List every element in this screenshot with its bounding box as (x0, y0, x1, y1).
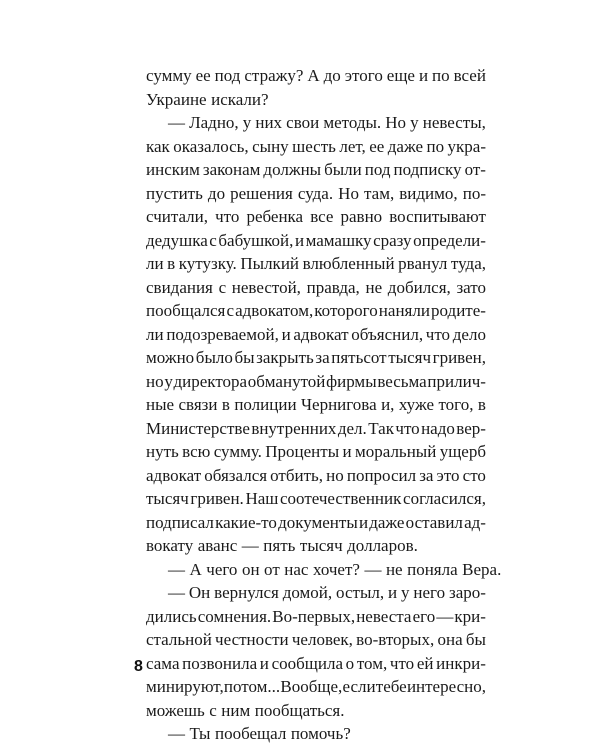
word: закрыть (256, 348, 314, 367)
word: долларов. (347, 536, 418, 555)
word: что (389, 653, 415, 673)
word: сумму (146, 66, 192, 85)
word: Так (368, 418, 394, 438)
word: в (167, 254, 176, 273)
text-line (146, 346, 486, 370)
word: лет, (339, 136, 366, 156)
word: она (437, 630, 463, 649)
word: и (342, 442, 352, 461)
text-line (146, 370, 486, 394)
word: Ладно, (189, 113, 239, 132)
word: если (342, 677, 376, 696)
word: законам (202, 160, 261, 179)
word: тебе (375, 677, 407, 696)
word: ее (369, 136, 385, 156)
word: можешь (146, 700, 205, 720)
word: невесты, (422, 113, 486, 132)
word: интересно, (406, 677, 486, 696)
word: которого (314, 301, 378, 320)
word: адвокат (293, 324, 349, 344)
word: в (477, 395, 486, 414)
word: дедушка (146, 230, 208, 250)
word: Вообще, (280, 677, 343, 696)
word: внутренних (251, 418, 337, 438)
word: дились (146, 606, 197, 626)
word: мамашку (305, 230, 372, 250)
word: было (195, 348, 233, 367)
word: с (209, 230, 217, 250)
word: обязался (204, 465, 268, 485)
word: но (146, 371, 164, 391)
word: но (326, 465, 344, 485)
word: адвокат (146, 465, 202, 485)
word: вокату (146, 536, 194, 555)
word: определи- (413, 230, 486, 250)
word: Но (385, 113, 407, 132)
word: тысяч (146, 489, 189, 508)
word: них (255, 113, 283, 132)
word: прилич- (427, 371, 486, 391)
word: весьма (377, 371, 427, 391)
text-line (146, 135, 486, 159)
word: бы (234, 348, 255, 367)
word: сумму. (213, 442, 262, 461)
word: — (168, 724, 185, 743)
word: не (365, 277, 383, 297)
word: обманутой (247, 371, 326, 391)
word: надо (421, 418, 455, 438)
word: связи (178, 395, 218, 414)
word: от- (464, 160, 486, 179)
text-line (146, 182, 486, 206)
word: объяснил, (351, 324, 424, 344)
word: кри- (454, 606, 486, 626)
word: всю (182, 442, 211, 461)
word: вернулся (214, 583, 279, 602)
word: пообщаться. (254, 700, 345, 720)
text-line (146, 581, 486, 605)
word: это (436, 465, 460, 485)
word: за (315, 348, 330, 367)
word: до (323, 66, 341, 85)
word: равно (340, 207, 383, 226)
word: Проценты (265, 442, 340, 461)
word: влюбленный (302, 254, 395, 273)
word: решения (230, 183, 293, 203)
word: честности (215, 630, 289, 649)
word: под (214, 66, 241, 85)
word: документы (278, 512, 358, 532)
word: Министерстве (146, 418, 250, 438)
word: — (241, 536, 259, 555)
word: бы (465, 630, 486, 649)
word: сразу (373, 230, 412, 250)
word: тысяч (299, 536, 343, 555)
word: заро- (448, 583, 486, 602)
word: его (412, 606, 436, 626)
word: от (264, 559, 280, 579)
text-line (146, 205, 486, 229)
word: и (294, 230, 305, 250)
text-line (146, 534, 486, 558)
word: считали, (146, 207, 209, 226)
word: сыну (252, 136, 289, 156)
word: — (436, 606, 454, 626)
word: правда, (306, 277, 360, 297)
word: невеста (356, 606, 412, 626)
word: оказалось, (173, 136, 249, 156)
word: пять (263, 536, 296, 555)
word: стальной (146, 630, 212, 649)
word: как (146, 136, 170, 156)
word: воспитывают (389, 207, 486, 226)
word: того, (438, 395, 474, 414)
word: А (307, 66, 320, 85)
word: по (426, 136, 445, 156)
word: аванс (197, 536, 238, 555)
body-text (146, 64, 502, 746)
word: о (345, 653, 355, 673)
word: гривен. (190, 489, 244, 508)
word: дел. (337, 418, 367, 438)
word: с (209, 700, 217, 720)
word: и (418, 66, 429, 85)
text-line (146, 111, 486, 135)
word: наняли (378, 301, 430, 320)
word: у (410, 113, 419, 132)
word: укра- (447, 136, 486, 156)
word: Во-первых, (272, 606, 356, 626)
word: ним (221, 700, 251, 720)
word: Он (188, 583, 211, 602)
text-line (146, 417, 486, 441)
text-line (146, 299, 486, 323)
word: оставил (405, 512, 463, 532)
word: этого (344, 66, 383, 85)
word: — (168, 113, 185, 132)
word: зато (456, 277, 486, 297)
word: стражу? (244, 66, 304, 85)
word: подозреваемой, (166, 324, 279, 344)
word: и (281, 324, 291, 344)
word: что (395, 418, 420, 438)
word: отбить, (270, 465, 324, 485)
word: ли (146, 324, 164, 344)
word: фирмы (326, 371, 377, 391)
word: ущерб (439, 442, 486, 461)
word: еще (386, 66, 415, 85)
text-line (146, 605, 486, 629)
word: шесть (292, 136, 336, 156)
word: невестой, (231, 277, 301, 297)
page-number: 8 (134, 658, 143, 675)
word: до (207, 183, 226, 203)
word: всей (453, 66, 486, 85)
word: какие-то (215, 512, 277, 532)
word: у (242, 113, 252, 132)
word: ные (146, 395, 175, 414)
word: что (215, 207, 240, 226)
word: ли (146, 254, 164, 273)
word: родите- (431, 301, 486, 320)
word: сто (462, 465, 486, 485)
word: сама (146, 653, 180, 673)
word: Вера. (462, 559, 502, 579)
word: потом... (223, 677, 281, 696)
word: соотечественник (280, 489, 402, 508)
word: адвокатом, (235, 301, 314, 320)
word: нас (284, 559, 309, 579)
word: с (218, 277, 227, 297)
word: минируют, (146, 677, 224, 696)
word: что (425, 324, 451, 344)
word: инским (146, 160, 200, 179)
text-line (146, 675, 486, 699)
word: Но (338, 183, 359, 203)
word: видимо, (399, 183, 458, 203)
text-line (146, 64, 486, 88)
word: даже (387, 136, 424, 156)
text-line (146, 252, 486, 276)
word: попросил (346, 465, 417, 485)
word: по (432, 66, 450, 85)
word: даже (369, 512, 405, 532)
word: тысяч (388, 348, 431, 367)
text-line (146, 652, 486, 676)
word: Пылкий (240, 254, 300, 273)
word: во-вторых, (356, 630, 435, 649)
word: Ты (189, 724, 211, 743)
word: согласился, (403, 489, 486, 508)
word: А (189, 559, 202, 579)
text-line (146, 487, 486, 511)
word: — (364, 559, 382, 579)
text-line (146, 699, 486, 723)
word: позвонила (182, 653, 258, 673)
word: за (419, 465, 434, 485)
word: подписал (146, 512, 214, 532)
word: ей (416, 653, 434, 673)
text-line (146, 628, 486, 652)
word: него (413, 583, 446, 602)
word: помочь? (290, 724, 351, 743)
word: все (310, 207, 334, 226)
word: добился, (387, 277, 451, 297)
text-line (146, 393, 486, 417)
word: не (385, 559, 403, 579)
word: Украине (146, 89, 207, 109)
word: поняла (407, 559, 458, 579)
word: инкри- (436, 653, 486, 673)
word: дело (452, 324, 486, 344)
word: с (226, 301, 235, 320)
word: остыл, (336, 583, 385, 602)
word: там, (364, 183, 395, 203)
word: были (324, 160, 362, 179)
word: директора (173, 371, 248, 391)
word: суда. (297, 183, 334, 203)
word: и (259, 653, 269, 673)
word: пообщался (146, 301, 226, 320)
text-line (146, 88, 486, 112)
word: Чернигова (300, 395, 377, 414)
word: домой, (282, 583, 333, 602)
word: Наш (245, 489, 279, 508)
word: чего (206, 559, 238, 579)
text-line (146, 464, 486, 488)
word: бабушкой, (218, 230, 294, 250)
word: он (241, 559, 260, 579)
text-line (146, 440, 486, 464)
word: том, (356, 653, 388, 673)
word: сомнения. (197, 606, 272, 626)
word: хочет? (312, 559, 360, 579)
word: под (364, 160, 391, 179)
word: сообщила (271, 653, 343, 673)
word: пообещал (214, 724, 287, 743)
word: ад- (464, 512, 486, 532)
word: должны (263, 160, 322, 179)
text-line (146, 558, 502, 582)
word: у (401, 583, 410, 602)
word: можно (146, 348, 195, 367)
word: пустить (146, 183, 203, 203)
word: подписку (393, 160, 462, 179)
word: и (358, 512, 369, 532)
word: в (221, 395, 230, 414)
text-line (146, 229, 486, 253)
word: туда, (450, 254, 486, 273)
word: свидания (146, 277, 213, 297)
text-line (146, 511, 486, 535)
word: гривен, (432, 348, 486, 367)
text-line (146, 722, 486, 746)
word: ее (195, 66, 211, 85)
word: хуже (398, 395, 435, 414)
word: и, (381, 395, 395, 414)
word: человек, (291, 630, 353, 649)
word: у (164, 371, 173, 391)
word: ребенка (246, 207, 304, 226)
word: моральный (355, 442, 437, 461)
word: по- (462, 183, 486, 203)
word: методы. (323, 113, 382, 132)
word: и (388, 583, 398, 602)
word: искали? (211, 89, 269, 109)
word: кутузку. (178, 254, 237, 273)
text-line (146, 323, 486, 347)
word: — (168, 583, 185, 602)
word: рванул (398, 254, 448, 273)
word: пятьсот (331, 348, 387, 367)
word: — (168, 559, 185, 579)
word: свои (286, 113, 320, 132)
word: полиции (234, 395, 297, 414)
word: нуть (146, 442, 179, 461)
word: вер- (456, 418, 486, 438)
text-line (146, 158, 486, 182)
text-line (146, 276, 486, 300)
